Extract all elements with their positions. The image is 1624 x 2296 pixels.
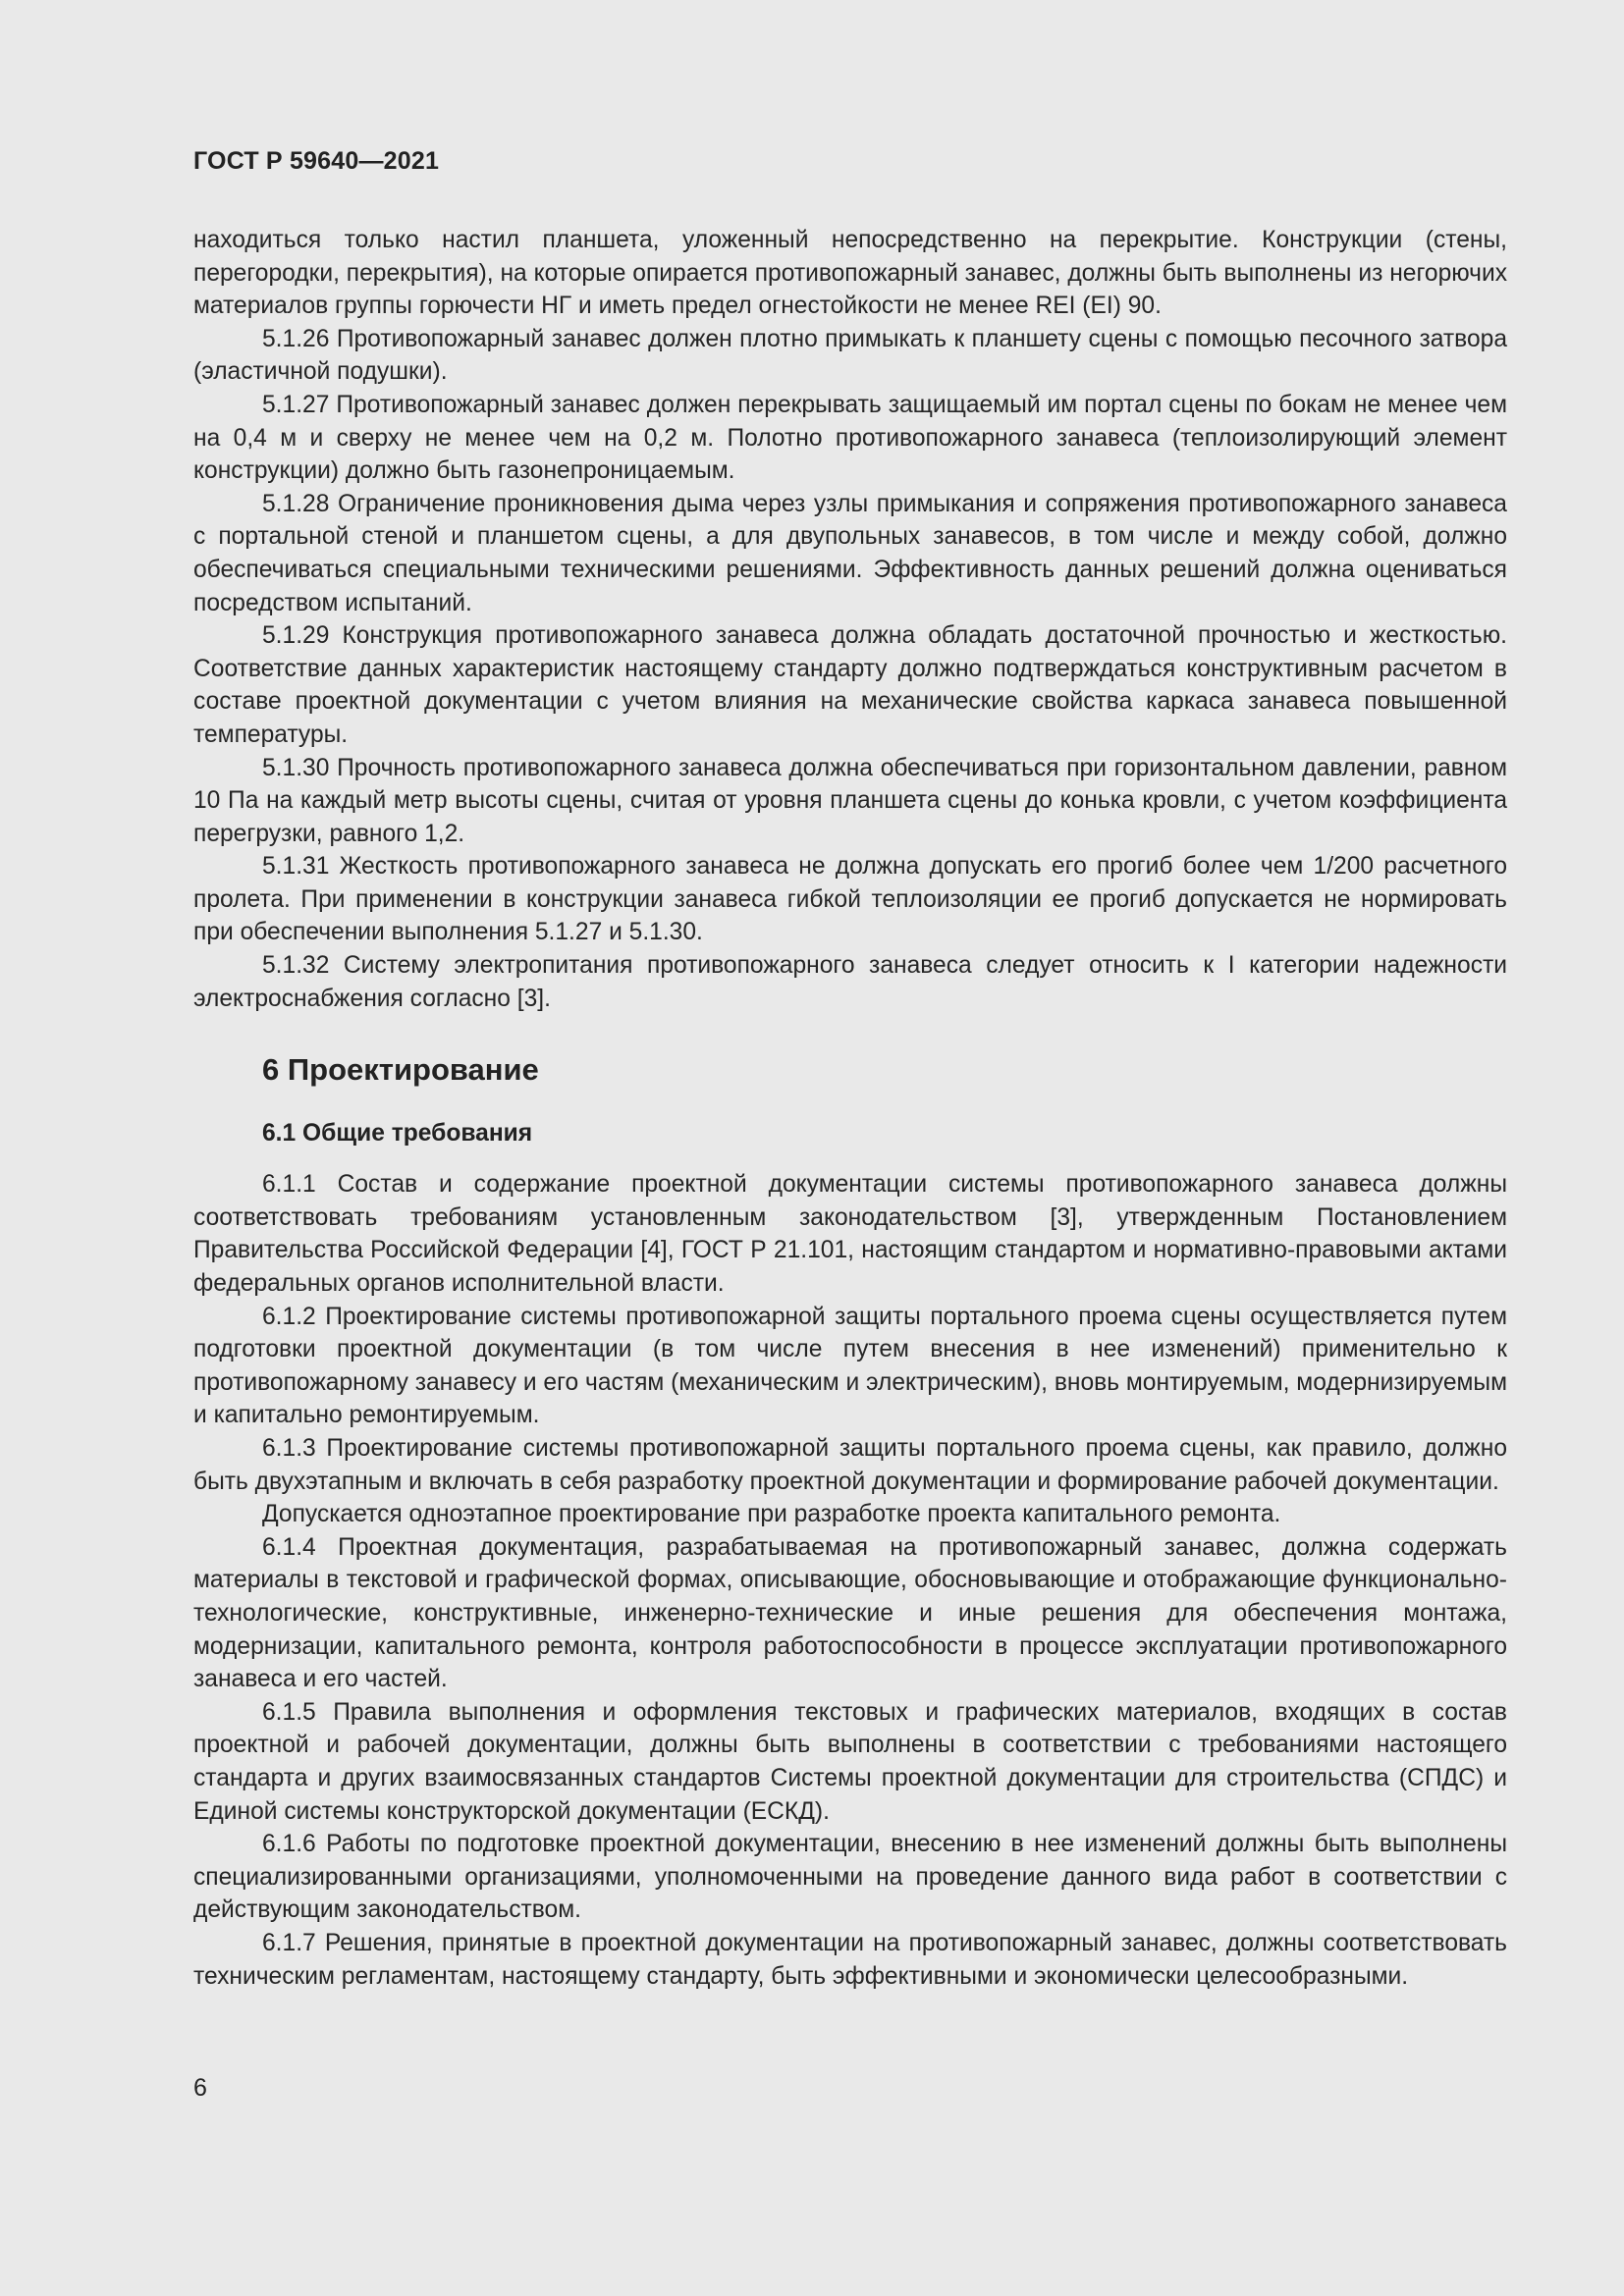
- paragraph-6-1-1: 6.1.1 Состав и содержание проектной документации системы противопожарного занавеса должны соответствовать требованиям установленным законодательством [3], утвержденным Постановлением Правительства Российской Федерации [4], ГОСТ Р 21.101, настоящим стандартом и нормативно-правовыми актами федеральных органов исполнительной власти.: [193, 1171, 1507, 1298]
- page-number: 6: [193, 2074, 207, 2102]
- paragraph-6-1-7: 6.1.7 Решения, принятые в проектной документации на противопожарный занавес, должны соответствовать техническим регламентам, настоящему стандарту, быть эффективными и экономически целесообразными.: [193, 1929, 1507, 1990]
- paragraph-5-1-29: 5.1.29 Конструкция противопожарного занавеса должна обладать достаточной прочностью и жесткостью. Соответствие данных характеристик настоящему стандарту должно подтверждаться конструктивным расчетом в составе проектной документации с учетом влияния на механические свойства каркаса занавеса повышенной температуры.: [193, 622, 1507, 748]
- paragraph-5-1-28: 5.1.28 Ограничение проникновения дыма через узлы примыкания и сопряжения противопожарного занавеса с портальной стеной и планшетом сцены, а для двупольных занавесов, в том числе и между собой, должно обеспечиваться специальными техническими решениями. Эффективность данных решений должна оцениваться посредством испытаний.: [193, 490, 1507, 616]
- paragraph-6-1-2: 6.1.2 Проектирование системы противопожарной защиты портального проема сцены осуществляется путем подготовки проектной документации (в том числе путем внесения в нее изменений) применительно к противопожарному занавесу и его частям (механическим и электрическим), вновь монтируемым, модернизируемым и капитально ремонтируемым.: [193, 1303, 1507, 1429]
- paragraph-6-1-4: 6.1.4 Проектная документация, разрабатываемая на противопожарный занавес, должна содержать материалы в текстовой и графической формах, описывающие, обосновывающие и отображающие функционально-технологические, конструктивные, инженерно-технические и иные решения для обеспечения монтажа, модернизации, капитального ремонта, контроля работоспособности в процессе эксплуатации противопожарного занавеса и его частей.: [193, 1533, 1507, 1693]
- paragraph-6-1-3-note: Допускается одноэтапное проектирование при разработке проекта капитального ремонта.: [262, 1501, 1281, 1528]
- paragraph-6-1-3: 6.1.3 Проектирование системы противопожарной защиты портального проема сцены, как правило, должно быть двухэтапным и включать в себя разработку проектной документации и формирование рабочей документации.: [193, 1435, 1507, 1495]
- document-header: ГОСТ Р 59640—2021: [193, 147, 440, 175]
- paragraph-5-1-27: 5.1.27 Противопожарный занавес должен перекрывать защищаемый им портал сцены по бокам не менее чем на 0,4 м и сверху не менее чем на 0,2 м. Полотно противопожарного занавеса (теплоизолирующий элемент конструкции) должно быть газонепроницаемым.: [193, 391, 1507, 485]
- paragraph-5-1-30: 5.1.30 Прочность противопожарного занавеса должна обеспечиваться при горизонтальном давлении, равном 10 Па на каждый метр высоты сцены, считая от уровня планшета сцены до конька кровли, с учетом коэффициента перегрузки, равного 1,2.: [193, 754, 1507, 847]
- document-body: [193, 224, 1507, 1993]
- paragraph-6-1-5: 6.1.5 Правила выполнения и оформления текстовых и графических материалов, входящих в состав проектной и рабочей документации, должны быть выполнены в соответствии с требованиями настоящего стандарта и других взаимосвязанных стандартов Системы проектной документации для строительства (СПДС) и Единой системы конструкторской документации (ЕСКД).: [193, 1698, 1507, 1825]
- section-heading-6: 6 Проектирование: [262, 1052, 539, 1088]
- subsection-heading-6-1: 6.1 Общие требования: [262, 1120, 533, 1148]
- paragraph-5-1-31: 5.1.31 Жесткость противопожарного занавеса не должна допускать его прогиб более чем 1/200 расчетного пролета. При применении в конструкции занавеса гибкой теплоизоляции ее прогиб допускается не нормировать при обеспечении выполнения 5.1.27 и 5.1.30.: [193, 853, 1507, 946]
- paragraph-5-1-26: 5.1.26 Противопожарный занавес должен плотно примыкать к планшету сцены с помощью песочного затвора (эластичной подушки).: [193, 325, 1507, 386]
- paragraph-6-1-6: 6.1.6 Работы по подготовке проектной документации, внесению в нее изменений должны быть выполнены специализированными организациями, уполномоченными на проведение данного вида работ в соответствии с действующим законодательством.: [193, 1831, 1507, 1924]
- paragraph-continuation: находиться только настил планшета, уложенный непосредственно на перекрытие. Конструкции (стены, перегородки, перекрытия), на которые опирается противопожарный занавес, должны быть выполнены из негорючих материалов группы горючести НГ и иметь предел огнестойкости не менее REI (EI) 90.: [193, 227, 1507, 320]
- paragraph-5-1-32: 5.1.32 Систему электропитания противопожарного занавеса следует относить к I категории надежности электроснабжения согласно [3].: [193, 952, 1507, 1012]
